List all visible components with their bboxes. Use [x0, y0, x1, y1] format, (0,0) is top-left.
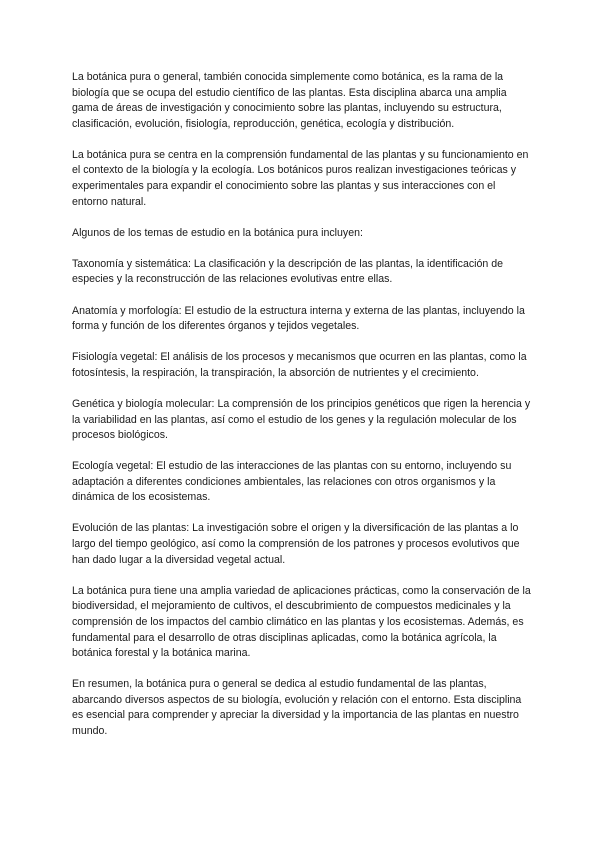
paragraph-topics-lead: Algunos de los temas de estudio en la botánica pura incluyen: — [72, 226, 363, 239]
paragraph-anatomy: Anatomía y morfología: El estudio de la estructura interna y externa de las plantas, incluyendo la forma y función de los diferentes órganos y tejidos vegetales. — [72, 304, 525, 333]
paragraph-summary: En resumen, la botánica pura o general se dedica al estudio fundamental de las plantas, abarcando diversos aspectos de su biología, evolución y relación con el entorno. Esta disciplina es esencial para comprender y apreciar la diversidad y la importancia de las plantas en nuestro mundo. — [72, 678, 522, 737]
paragraph-taxonomy: Taxonomía y sistemática: La clasificación y la descripción de las plantas, la identificación de especies y la reconstrucción de las relaciones evolutivas entre ellas. — [72, 257, 504, 286]
paragraph-genetics: Genética y biología molecular: La comprensión de los principios genéticos que rigen la herencia y la variabilidad en las plantas, así como el estudio de los genes y la regulación molecular de los procesos biológicos. — [72, 397, 531, 442]
paragraph-intro: La botánica pura o general, también conocida simplemente como botánica, es la rama de la biología que se ocupa del estudio científico de las plantas. Esta disciplina abarca una amplia gama de áreas de investigación y conocimiento sobre las plantas, incluyendo su estructura, clasificación, evolución, fisiología, reproducción, genética, ecología y distribución. — [72, 71, 507, 130]
paragraph-focus: La botánica pura se centra en la comprensión fundamental de las plantas y su funcionamiento en el contexto de la biología y la ecología. Los botánicos puros realizan investigaciones teóricas y experimentales para expandir el conocimiento sobre las plantas y sus interacciones con el entorno natural. — [72, 148, 529, 208]
paragraph-physiology: Fisiología vegetal: El análisis de los procesos y mecanismos que ocurren en las plantas, como la fotosíntesis, la respiración, la transpiración, la absorción de nutrientes y el crecimiento. — [72, 351, 527, 379]
paragraph-evolution: Evolución de las plantas: La investigación sobre el origen y la diversificación de las plantas a lo largo del tiempo geológico, así como la comprensión de los patrones y procesos evolutivos que han dado lugar a la diversidad vegetal actual. — [72, 522, 520, 566]
paragraph-applications: La botánica pura tiene una amplia variedad de aplicaciones prácticas, como la conservación de la biodiversidad, el mejoramiento de cultivos, el descubrimiento de compuestos medicinales y la comprensión de los impactos del cambio climático en las plantas y los ecosistemas. Además, es fundamental para el desarrollo de otras disciplinas aplicadas, como la botánica agrícola, la botánica forestal y la botánica marina. — [72, 584, 531, 660]
paragraph-ecology: Ecología vegetal: El estudio de las interacciones de las plantas con su entorno, incluyendo su adaptación a diferentes condiciones ambientales, las relaciones con otros organismos y la dinámica de los ecosistemas. — [72, 460, 512, 504]
